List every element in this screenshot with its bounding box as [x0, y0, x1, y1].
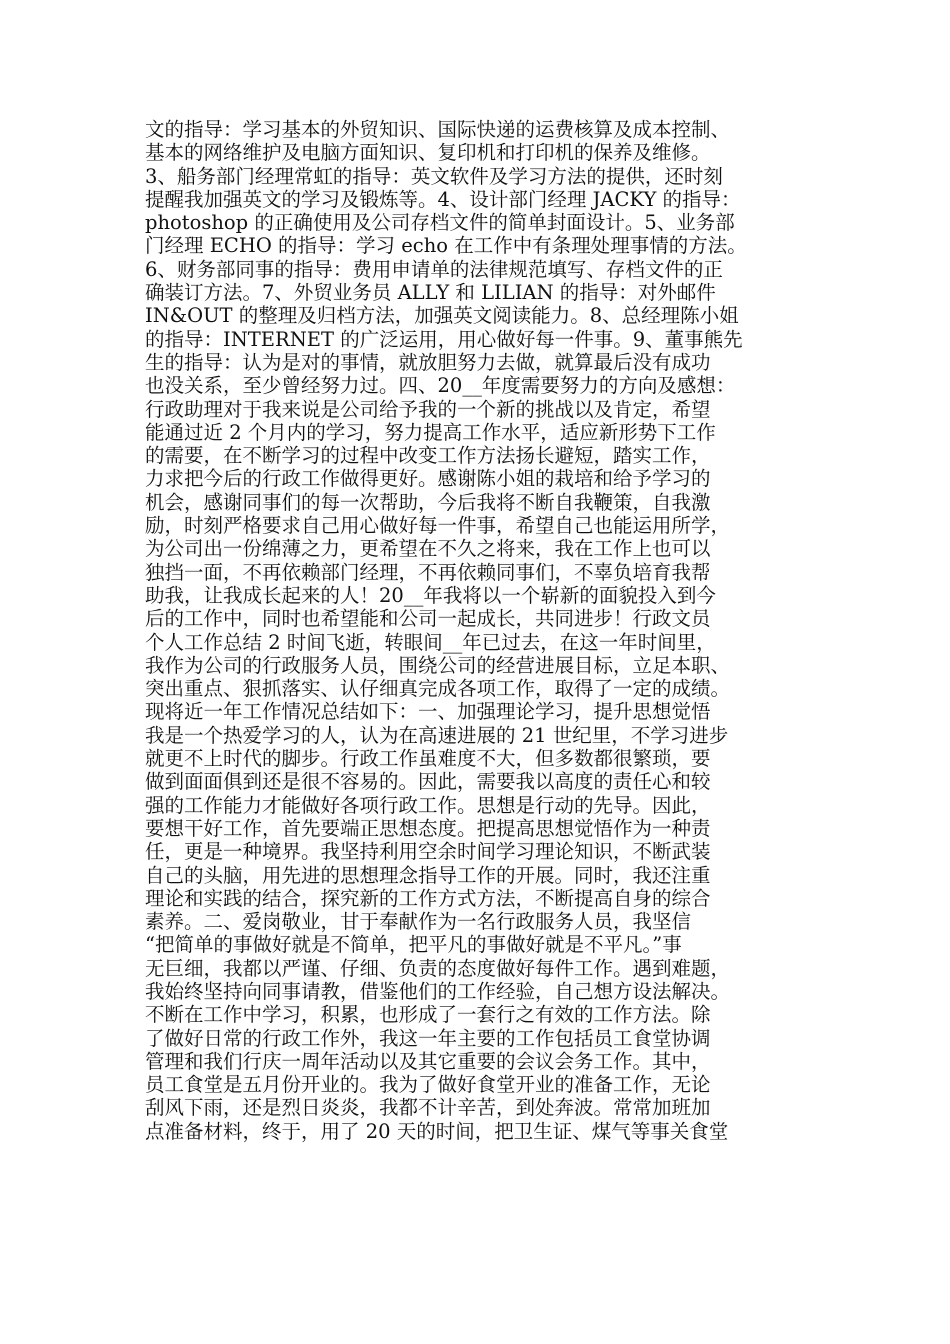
text-line: 门经理 ECHO 的指导：学习 echo 在工作中有条理处理事情的方法。	[145, 234, 747, 258]
text-line: 刮风下雨，还是烈日炎炎，我都不计辛苦，到处奔波。常常加班加	[145, 1096, 711, 1120]
text-line: 做到面面俱到还是很不容易的。因此，需要我以高度的责任心和较	[145, 770, 711, 794]
text-line: 不断在工作中学习，积累，也形成了一套行之有效的工作方法。除	[145, 1003, 711, 1027]
text-line: 突出重点、狠抓落实、认仔细真完成各项工作，取得了一定的成绩。	[145, 677, 731, 701]
text-line: 就更不上时代的脚步。行政工作虽难度不大，但多数都很繁琐，要	[145, 747, 711, 771]
text-line: 管理和我们行庆一周年活动以及其它重要的会议会务工作。其中，	[145, 1049, 711, 1073]
text-line: 我始终坚持向同事请教，借鉴他们的工作经验，自己想方设法解决。	[145, 979, 731, 1003]
text-line: 强的工作能力才能做好各项行政工作。思想是行动的先导。因此，	[145, 793, 711, 817]
text-line: 生的指导：认为是对的事情，就放胆努力去做，就算最后没有成功	[145, 350, 711, 374]
text-line: 任，更是一种境界。我坚持利用空余时间学习理论知识，不断武装	[145, 840, 711, 864]
text-line: 员工食堂是五月份开业的。我为了做好食堂开业的准备工作，无论	[145, 1073, 711, 1097]
text-line: 机会，感谢同事们的每一次帮助，今后我将不断自我鞭策，自我激	[145, 490, 711, 514]
text-line: 个人工作总结 2 时间飞逝，转眼间__年已过去，在这一年时间里，	[145, 630, 716, 654]
text-line: 无巨细，我都以严谨、仔细、负责的态度做好每件工作。遇到难题，	[145, 956, 731, 980]
text-line: 6、财务部同事的指导：费用申请单的法律规范填写、存档文件的正	[145, 257, 723, 281]
text-line: “把简单的事做好就是不简单，把平凡的事做好就是不平凡。”事	[145, 933, 682, 957]
text-line: 的指导：INTERNET 的广泛运用，用心做好每一件事。9、董事熊先	[145, 327, 743, 351]
text-line: 要想干好工作，首先要端正思想态度。把提高思想觉悟作为一种责	[145, 816, 711, 840]
body-text	[145, 118, 825, 1143]
text-line: 我是一个热爱学习的人，认为在高速进展的 21 世纪里，不学习进步	[145, 723, 729, 747]
text-line: 3、船务部门经理常虹的指导：英文软件及学习方法的提供，还时刻	[145, 164, 723, 188]
text-line: 励，时刻严格要求自己用心做好每一件事，希望自己也能运用所学，	[145, 514, 731, 538]
text-line: 后的工作中，同时也希望能和公司一起成长，共同进步！行政文员	[145, 607, 711, 631]
text-line: 点准备材料，终于，用了 20 天的时间，把卫生证、煤气等事关食堂	[145, 1119, 729, 1143]
text-line: 也没关系，至少曾经努力过。四、20__年度需要努力的方向及感想：	[145, 374, 736, 398]
text-line: 确装订方法。7、外贸业务员 ALLY 和 LILIAN 的指导：对外邮件	[145, 281, 716, 305]
text-line: 助我，让我成长起来的人！20__年我将以一个崭新的面貌投入到今	[145, 583, 716, 607]
text-line: 理论和实践的结合，探究新的工作方式方法，不断提高自身的综合	[145, 886, 711, 910]
text-line: 为公司出一份绵薄之力，更希望在不久之将来，我在工作上也可以	[145, 537, 711, 561]
text-line: photoshop 的正确使用及公司存档文件的简单封面设计。5、业务部	[145, 211, 735, 235]
text-line: 素养。二、爱岗敬业，甘于奉献作为一名行政服务人员，我坚信	[145, 910, 692, 934]
text-line: 我作为公司的行政服务人员，围绕公司的经营进展目标，立足本职、	[145, 653, 731, 677]
text-line: 能通过近 2 个月内的学习，努力提高工作水平，适应新形势下工作	[145, 420, 716, 444]
text-line: 的需要，在不断学习的过程中改变工作方法扬长避短，踏实工作，	[145, 444, 711, 468]
text-line: 现将近一年工作情况总结如下：一、加强理论学习，提升思想觉悟	[145, 700, 711, 724]
text-line: 基本的网络维护及电脑方面知识、复印机和打印机的保养及维修。	[145, 141, 711, 165]
text-line: 行政助理对于我来说是公司给予我的一个新的挑战以及肯定，希望	[145, 397, 711, 421]
text-line: 提醒我加强英文的学习及锻炼等。4、设计部门经理 JACKY 的指导：	[145, 187, 741, 211]
text-line: 文的指导：学习基本的外贸知识、国际快递的运费核算及成本控制、	[145, 118, 731, 141]
text-line: 自己的头脑，用先进的思想理念指导工作的开展。同时，我还注重	[145, 863, 711, 887]
text-line: 力求把今后的行政工作做得更好。感谢陈小姐的栽培和给予学习的	[145, 467, 711, 491]
text-line: 独挡一面，不再依赖部门经理，不再依赖同事们，不辜负培育我帮	[145, 560, 711, 584]
text-line: 了做好日常的行政工作外，我这一年主要的工作包括员工食堂协调	[145, 1026, 711, 1050]
text-line: IN&OUT 的整理及归档方法，加强英文阅读能力。8、总经理陈小姐	[145, 304, 739, 328]
